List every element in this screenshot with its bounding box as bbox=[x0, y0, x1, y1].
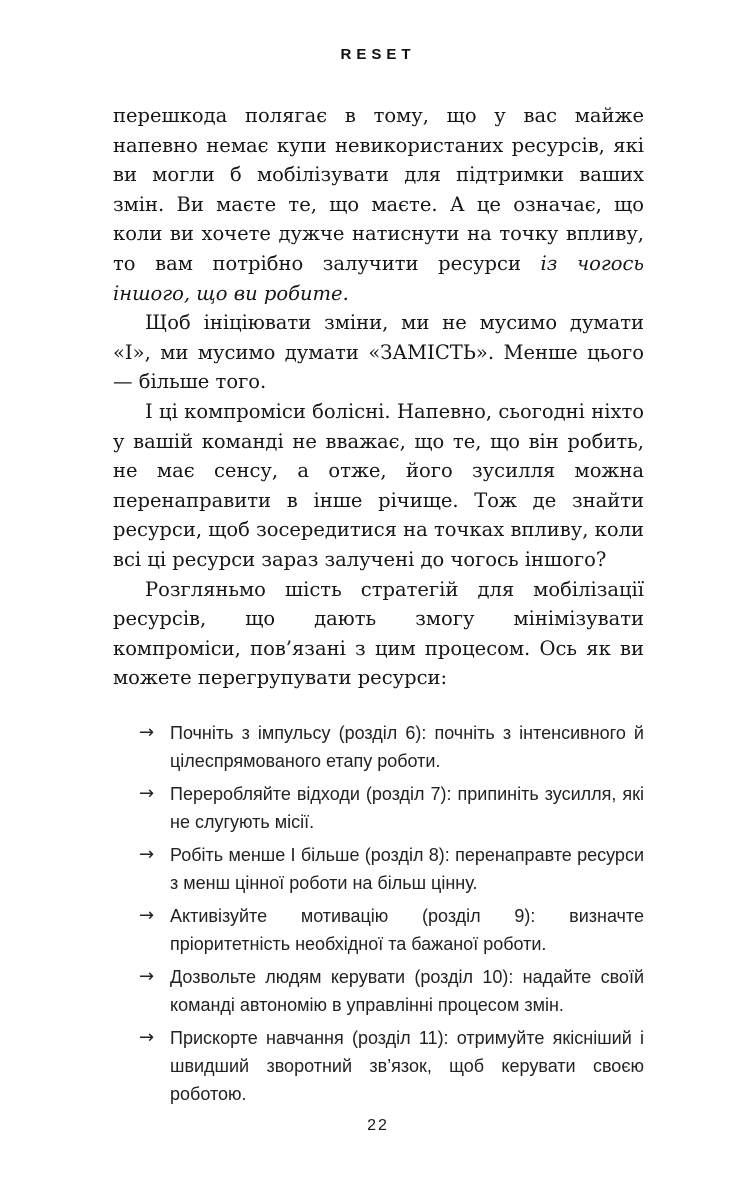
arrow-bullet-icon: → bbox=[139, 965, 155, 987]
page-body bbox=[113, 101, 644, 1113]
list-item bbox=[139, 780, 644, 836]
paragraph-1 bbox=[113, 101, 644, 308]
book-title: RESET bbox=[340, 46, 416, 63]
list-item-text: Дозвольте людям керувати (розділ 10): надайте своїй команді автономію в управлінні процесом змін. bbox=[170, 966, 644, 1015]
list-item bbox=[139, 963, 644, 1019]
list-item bbox=[139, 719, 644, 775]
paragraph-1-italic: із чогось іншого, що ви робите. bbox=[113, 251, 644, 305]
arrow-bullet-icon: → bbox=[139, 782, 155, 804]
arrow-bullet-icon: → bbox=[139, 904, 155, 926]
strategy-list bbox=[113, 719, 644, 1108]
arrow-bullet-icon: → bbox=[139, 721, 155, 743]
paragraph-3: І ці компроміси болісні. Напевно, сьогодні ніхто у вашій команді не вважає, що те, що він робить, не має сенсу, а отже, його зусилля можна перенаправити в інше річище. Тож де знайти ресурси, щоб зосередитися на точках впливу, коли всі ці ресурси зараз залучені до чогось іншого? bbox=[113, 399, 644, 571]
arrow-bullet-icon: → bbox=[139, 843, 155, 865]
list-item bbox=[139, 1024, 644, 1108]
paragraph-2: Щоб ініціювати зміни, ми не мусимо думати «І», ми мусимо думати «ЗАМІСТЬ». Менше цього — більше того. bbox=[113, 311, 644, 394]
list-item-text: Почніть з імпульсу (розділ 6): почніть з інтенсивного й цілеспрямованого етапу роботи. bbox=[170, 722, 644, 771]
page-number: 22 bbox=[367, 1117, 389, 1134]
paragraph-1-text: перешкода полягає в тому, що у вас майже напевно немає купи невикористаних ресурсів, які ви могли б мобілізувати для підтримки ваших змін. Ви маєте те, що маєте. А це означає, що коли ви хочете дужче натиснути на точку впливу, то вам потрібно залучити ресурси bbox=[113, 104, 644, 275]
arrow-bullet-icon: → bbox=[139, 1026, 155, 1048]
list-item-text: Прискорте навчання (розділ 11): отримуйте якісніший і швидший зворотний зв’язок, щоб керувати своєю роботою. bbox=[170, 1027, 644, 1104]
list-item-text: Робіть менше І більше (розділ 8): перенаправте ресурси з менш цінної роботи на більш цінну. bbox=[170, 844, 644, 893]
running-header bbox=[0, 46, 756, 63]
list-item bbox=[139, 902, 644, 958]
list-item-text: Активізуйте мотивацію (розділ 9): визначте пріоритетність необхідної та бажаної роботи. bbox=[170, 905, 644, 954]
list-item-text: Переробляйте відходи (розділ 7): припиніть зусилля, які не слугують місії. bbox=[170, 783, 644, 832]
page-footer bbox=[0, 1109, 756, 1181]
list-item bbox=[139, 841, 644, 897]
paragraph-4: Розгляньмо шість стратегій для мобілізації ресурсів, що дають змогу мінімізувати компроміси, пов’язані з цим процесом. Ось як ви можете перегрупувати ресурси: bbox=[113, 577, 644, 690]
